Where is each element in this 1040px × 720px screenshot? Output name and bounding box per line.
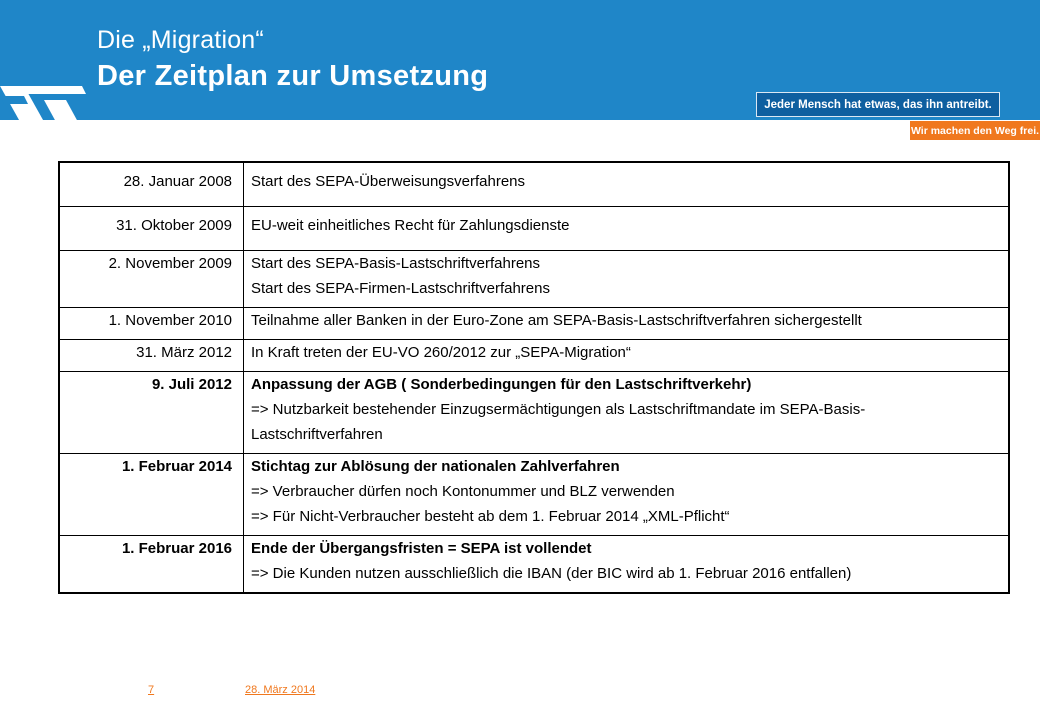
timeline-description — [244, 372, 1010, 454]
timeline-date: 2. November 2009 — [59, 251, 244, 308]
footer-date[interactable]: 28. März 2014 — [245, 684, 316, 696]
slogan-secondary: Wir machen den Weg frei. — [910, 121, 1040, 140]
timeline-description — [244, 162, 1010, 207]
timeline-description-line: In Kraft treten der EU-VO 260/2012 zur „SEPA-Migration“ — [251, 344, 631, 361]
timeline-description-line: => Für Nicht-Verbraucher besteht ab dem 1. Februar 2014 „XML-Pflicht“ — [251, 508, 730, 525]
timeline-date: 31. Oktober 2009 — [59, 207, 244, 251]
timeline-date: 9. Juli 2012 — [59, 372, 244, 454]
timeline-date: 31. März 2012 — [59, 340, 244, 372]
timeline-row — [59, 308, 1009, 340]
timeline-date: 1. Februar 2016 — [59, 536, 244, 594]
timeline-description — [244, 536, 1010, 594]
timeline-description-line: Start des SEPA-Firmen-Lastschriftverfahrens — [251, 280, 550, 297]
volksbank-logo-icon — [0, 86, 86, 136]
slogan-primary: Jeder Mensch hat etwas, das ihn antreibt. — [756, 92, 1000, 117]
timeline-row — [59, 372, 1009, 454]
timeline-description — [244, 308, 1010, 340]
header-strip — [0, 120, 1040, 138]
timeline-description-line: Lastschriftverfahren — [251, 426, 383, 443]
timeline-description-line: Teilnahme aller Banken in der Euro-Zone am SEPA-Basis-Lastschriftverfahren sichergestellt — [251, 312, 862, 329]
timeline-row — [59, 251, 1009, 308]
slide-kicker: Die „Migration“ — [97, 26, 264, 54]
timeline-description-line: Anpassung der AGB ( Sonderbedingungen für den Lastschriftverkehr) — [251, 376, 752, 393]
page-number[interactable]: 7 — [148, 684, 155, 696]
timeline-description-line: => Die Kunden nutzen ausschließlich die IBAN (der BIC wird ab 1. Februar 2016 entfallen) — [251, 565, 852, 582]
timeline-description-line: Start des SEPA-Basis-Lastschriftverfahrens — [251, 255, 540, 272]
timeline-description — [244, 340, 1010, 372]
timeline-description — [244, 207, 1010, 251]
timeline-row — [59, 162, 1009, 207]
timeline-description — [244, 454, 1010, 536]
timeline-description-line: Start des SEPA-Überweisungsverfahrens — [251, 173, 526, 190]
timeline-description — [244, 251, 1010, 308]
timeline-description-line: => Verbraucher dürfen noch Kontonummer und BLZ verwenden — [251, 483, 675, 500]
timeline-date: 28. Januar 2008 — [59, 162, 244, 207]
timeline-description-line: Stichtag zur Ablösung der nationalen Zahlverfahren — [251, 458, 620, 475]
timeline-row — [59, 454, 1009, 536]
timeline-row — [59, 536, 1009, 594]
timeline-description-line: => Nutzbarkeit bestehender Einzugsermächtigungen als Lastschriftmandate im SEPA-Basis- — [251, 401, 866, 418]
timeline-table — [58, 161, 1010, 594]
timeline-date: 1. November 2010 — [59, 308, 244, 340]
timeline-description-line: Ende der Übergangsfristen = SEPA ist vollendet — [251, 540, 592, 557]
timeline-description-line: EU-weit einheitliches Recht für Zahlungsdienste — [251, 217, 570, 234]
timeline-row — [59, 207, 1009, 251]
slide-title: Der Zeitplan zur Umsetzung — [97, 60, 489, 92]
timeline-row — [59, 340, 1009, 372]
timeline-date: 1. Februar 2014 — [59, 454, 244, 536]
